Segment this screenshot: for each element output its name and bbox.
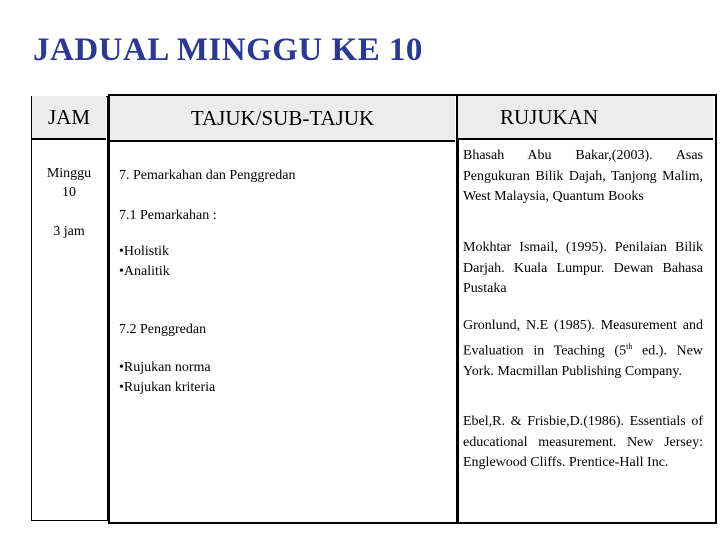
topic-sub2-item: • Rujukan kriteria [119, 378, 215, 398]
tajuk-column [108, 94, 459, 524]
header-rujukan: RUJUKAN [458, 96, 713, 140]
topic-sub1: 7.1 Pemarkahan : [119, 208, 217, 223]
reference-1: Bhasah Abu Bakar,(2003). Asas Pengukuran Bilik Dajah, Tanjong Malim, West Malaysia, Quantum Books [463, 148, 703, 204]
week-label [32, 164, 106, 202]
header-tajuk: TAJUK/SUB-TAJUK [110, 96, 455, 142]
page-title: JADUAL MINGGU KE 10 [33, 32, 423, 68]
topic-sub2-item: • Rujukan norma [119, 358, 211, 378]
minggu-text: Minggu [46, 166, 92, 181]
week-number: 10 [62, 185, 76, 200]
header-jam: JAM [32, 96, 106, 140]
jam-column [31, 96, 108, 521]
topic-sub2: 7.2 Penggredan [119, 322, 207, 337]
topic-main: 7. Pemarkahan dan Penggredan [119, 168, 296, 183]
topic-sub1-item: • Holistik [119, 242, 169, 262]
hours-text: 3 jam [53, 224, 85, 239]
reference-2: Mokhtar Ismail, (1995). Penilaian Bilik Darjah. Kuala Lumpur. Dewan Bahasa Pustaka [463, 240, 703, 296]
reference-3: Gronlund, N.E (1985). Measurement and Evaluation in Teaching (5th ed.). New York. Macmillan Publishing Company. [463, 318, 703, 379]
reference-4: Ebel,R. & Frisbie,D.(1986). Essentials of educational measurement. New Jersey: Englewood Cliffs. Prentice-Hall Inc. [463, 414, 703, 470]
topic-sub1-item: • Analitik [119, 262, 170, 282]
